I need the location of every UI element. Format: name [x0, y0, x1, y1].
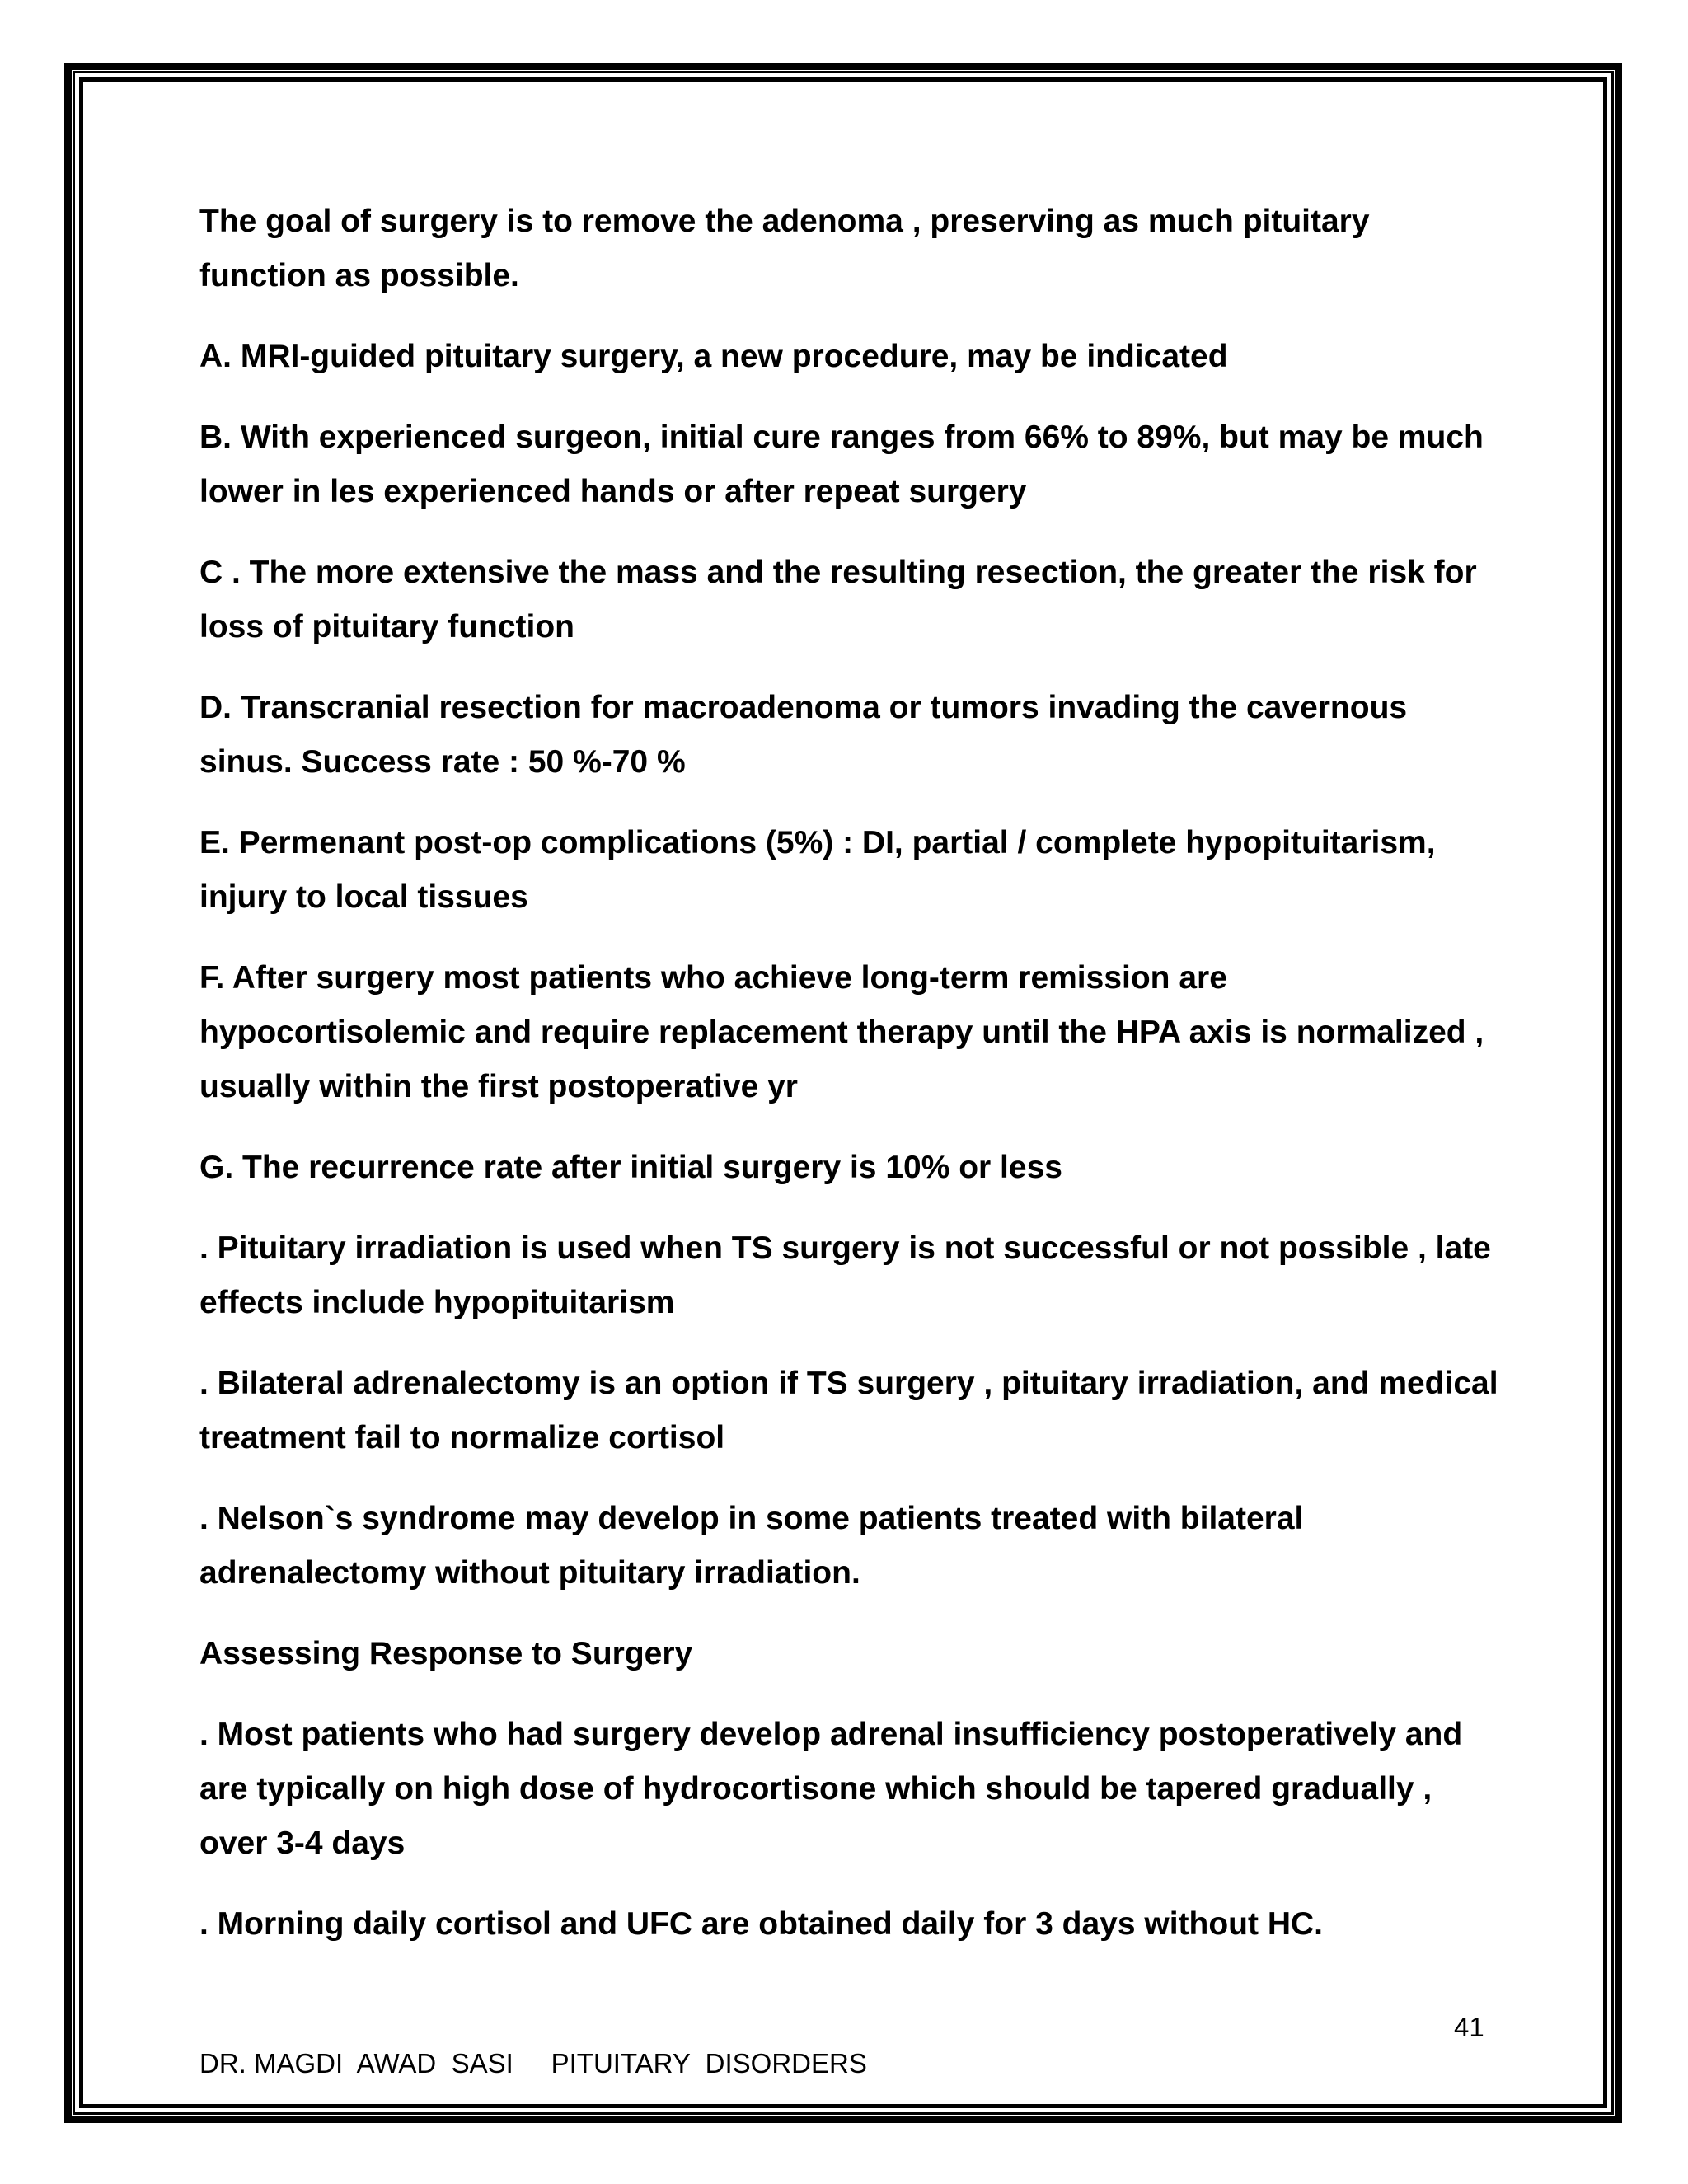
paragraph-item-a: A. MRI-guided pituitary surgery, a new procedure, may be indicated — [199, 339, 1228, 374]
page-body — [199, 194, 1502, 1978]
paragraph-item-e: E. Permenant post-op complications (5%) : DI, partial / complete hypopituitarism, injury to local tissues — [199, 825, 1436, 915]
paragraph-item-f: F. After surgery most patients who achieve long-term remission are hypocortisolemic and require replacement therapy until the HPA axis is normalized , usually within the first postoperative yr — [199, 960, 1484, 1104]
paragraph-item-d: D. Transcranial resection for macroadenoma or tumors invading the cavernous sinus. Success rate : 50 %-70 % — [199, 690, 1408, 780]
paragraph-pituitary-irradiation: . Pituitary irradiation is used when TS surgery is not successful or not possible , late effects include hypopituitarism — [199, 1230, 1491, 1320]
paragraph-item-c: C . The more extensive the mass and the resulting resection, the greater the risk for loss of pituitary function — [199, 555, 1477, 644]
paragraph-bilateral-adrenalectomy: . Bilateral adrenalectomy is an option if TS surgery , pituitary irradiation, and medical treatment fail to normalize cortisol — [199, 1366, 1498, 1455]
section-heading-assessing-response: Assessing Response to Surgery — [199, 1636, 693, 1671]
footer-book-title: PITUITARY DISORDERS — [551, 2048, 867, 2079]
paragraph-surgery-goal: The goal of surgery is to remove the adenoma , preserving as much pituitary function as possible. — [199, 204, 1370, 293]
page-number: 41 — [1454, 2012, 1484, 2042]
paragraph-adrenal-insufficiency: . Most patients who had surgery develop adrenal insufficiency postoperatively and are typically on high dose of hydrocortisone which should be tapered gradually , over 3-4 days — [199, 1717, 1463, 1861]
paragraph-item-g: G. The recurrence rate after initial surgery is 10% or less — [199, 1150, 1062, 1185]
footer-author: DR. MAGDI AWAD SASI — [199, 2048, 513, 2079]
paragraph-morning-cortisol: . Morning daily cortisol and UFC are obtained daily for 3 days without HC. — [199, 1906, 1323, 1942]
paragraph-nelson-syndrome: . Nelson`s syndrome may develop in some patients treated with bilateral adrenalectomy without pituitary irradiation. — [199, 1501, 1304, 1591]
paragraph-item-b: B. With experienced surgeon, initial cure ranges from 66% to 89%, but may be much lower in les experienced hands or after repeat surgery — [199, 419, 1484, 509]
page-footer — [199, 2047, 867, 2080]
